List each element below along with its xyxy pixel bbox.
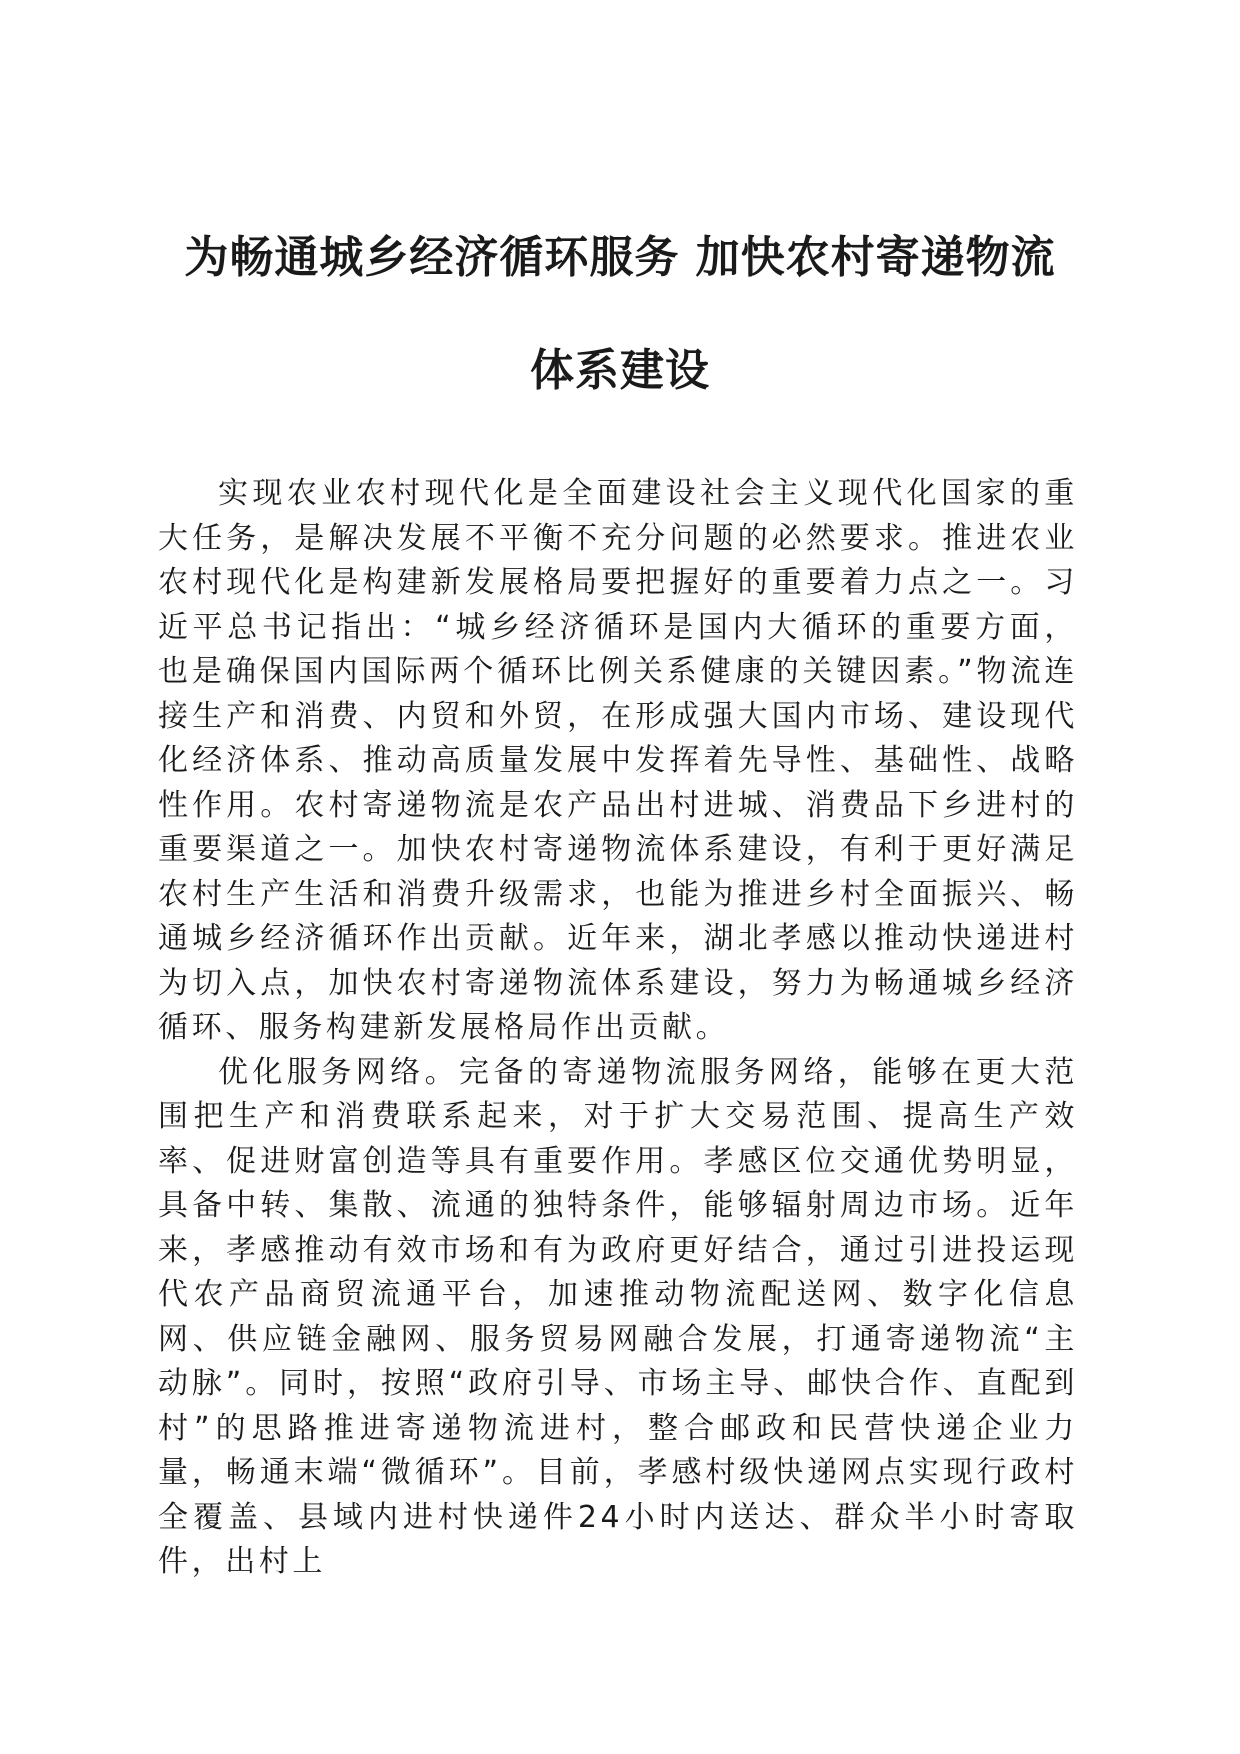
- document-body: [158, 472, 1078, 1585]
- document-title-line-2: 体系建设: [530, 345, 710, 396]
- paragraph-optimize-network: 优化服务网络。完备的寄递物流服务网络，能够在更大范围把生产和消费联系起来，对于扩大交易范围、提高生产效率、促进财富创造等具有重要作用。孝感区位交通优势明显，具备中转、集散、流通的独特条件，能够辐射周边市场。近年来，孝感推动有效市场和有为政府更好结合，通过引进投运现代农产品商贸流通平台，加速推动物流配送网、数字化信息网、供应链金融网、服务贸易网融合发展，打通寄递物流“主动脉”。同时，按照“政府引导、市场主导、邮快合作、直配到村”的思路推进寄递物流进村，整合邮政和民营快递企业力量，畅通末端“微循环”。目前，孝感村级快递网点实现行政村全覆盖、县域内进村快递件24小时内送达、群众半小时寄取件，出村上: [158, 1054, 1078, 1579]
- paragraph-intro: 实现农业农村现代化是全面建设社会主义现代化国家的重大任务，是解决发展不平衡不充分问题的必然要求。推进农业农村现代化是构建新发展格局要把握好的重要着力点之一。习近平总书记指出：“城乡经济循环是国内大循环的重要方面，也是确保国内国际两个循环比例关系健康的关键因素。”物流连接生产和消费、内贸和外贸，在形成强大国内市场、建设现代化经济体系、推动高质量发展中发挥着先导性、基础性、战略性作用。农村寄递物流是农产品出村进城、消费品下乡进村的重要渠道之一。加快农村寄递物流体系建设，有利于更好满足农村生产生活和消费升级需求，也能为推进乡村全面振兴、畅通城乡经济循环作出贡献。近年来，湖北孝感以推动快递进村为切入点，加快农村寄递物流体系建设，努力为畅通城乡经济循环、服务构建新发展格局作出贡献。: [158, 476, 1078, 1045]
- document-title-line-1: 为畅通城乡经济循环服务 加快农村寄递物流: [184, 232, 1056, 283]
